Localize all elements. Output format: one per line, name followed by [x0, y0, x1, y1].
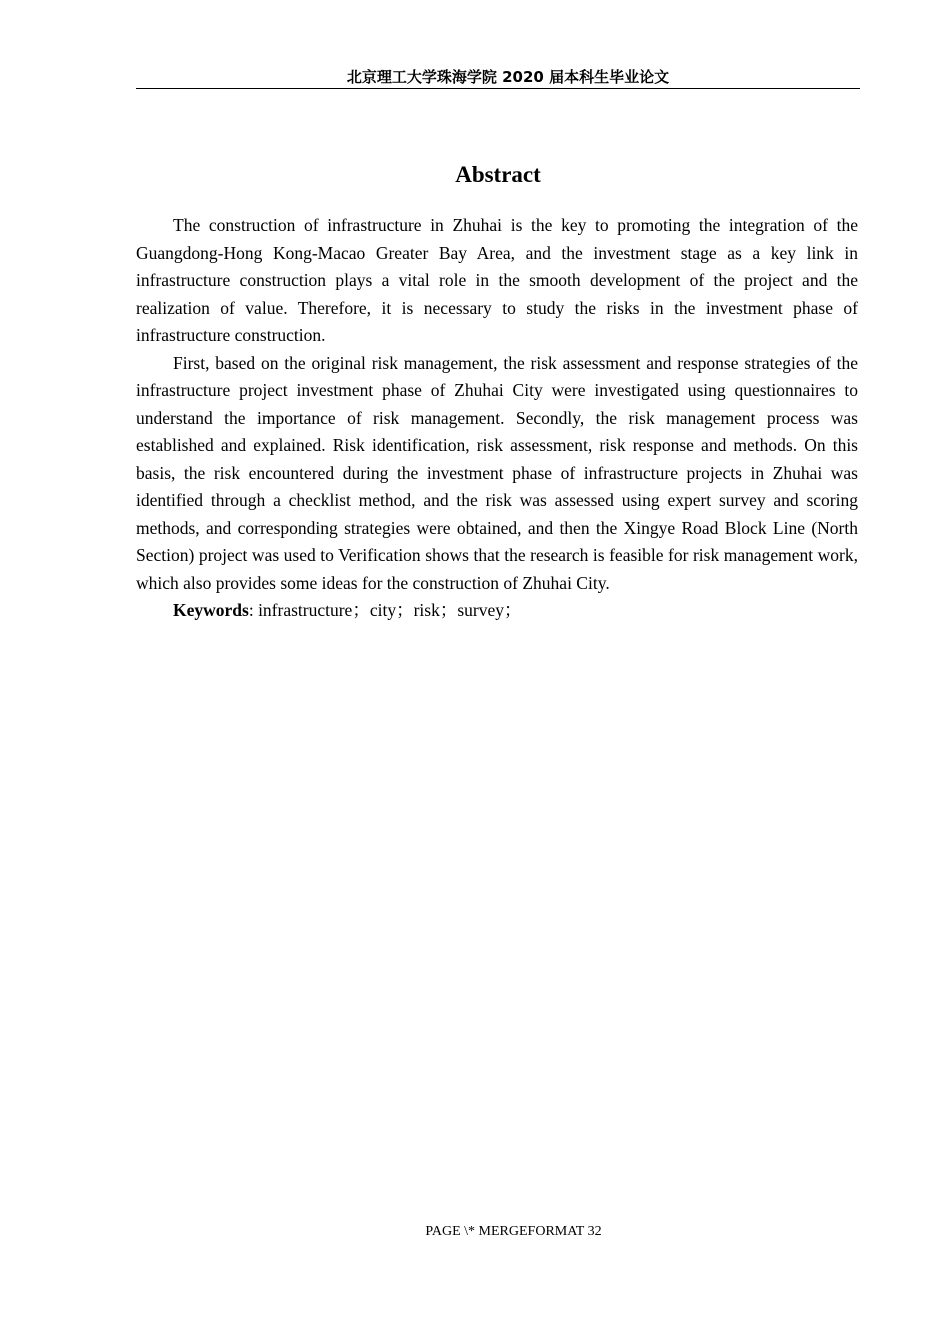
abstract-body	[136, 212, 858, 625]
keywords-label: Keywords	[173, 600, 249, 620]
keywords-line	[136, 597, 858, 625]
abstract-title: Abstract	[455, 162, 541, 187]
page-header	[136, 66, 860, 89]
keywords-value: : infrastructure；city；risk；survey；	[248, 600, 522, 620]
abstract-paragraph-1: The construction of infrastructure in Zhuhai is the key to promoting the integration of the Guangdong-Hong Kong-Macao Greater Bay Area, and the investment stage as a key link in infrastructure construction plays a vital role in the smooth development of the project and the realization of value. Therefore, it is necessary to study the risks in the investment phase of infrastructure construction.	[136, 215, 858, 345]
footer-text: PAGE \* MERGEFORMAT 32	[425, 1224, 602, 1239]
header-text: 北京理工大学珠海学院 2020 届本科生毕业论文	[346, 68, 670, 86]
abstract-paragraph-2: First, based on the original risk management, the risk assessment and response strategies of the infrastructure project investment phase of Zhuhai City were investigated using questionnaires to understand the importance of risk management. Secondly, the risk management process was established and explained. Risk identification, risk assessment, risk response and methods. On this basis, the risk encountered during the investment phase of infrastructure projects in Zhuhai was identified through a checklist method, and the risk was assessed using expert survey and scoring methods, and corresponding strategies were obtained, and then the Xingye Road Block Line (North Section) project was used to Verification shows that the research is feasible for risk management work, which also provides some ideas for the construction of Zhuhai City.	[136, 352, 858, 593]
page-footer	[0, 1222, 950, 1242]
